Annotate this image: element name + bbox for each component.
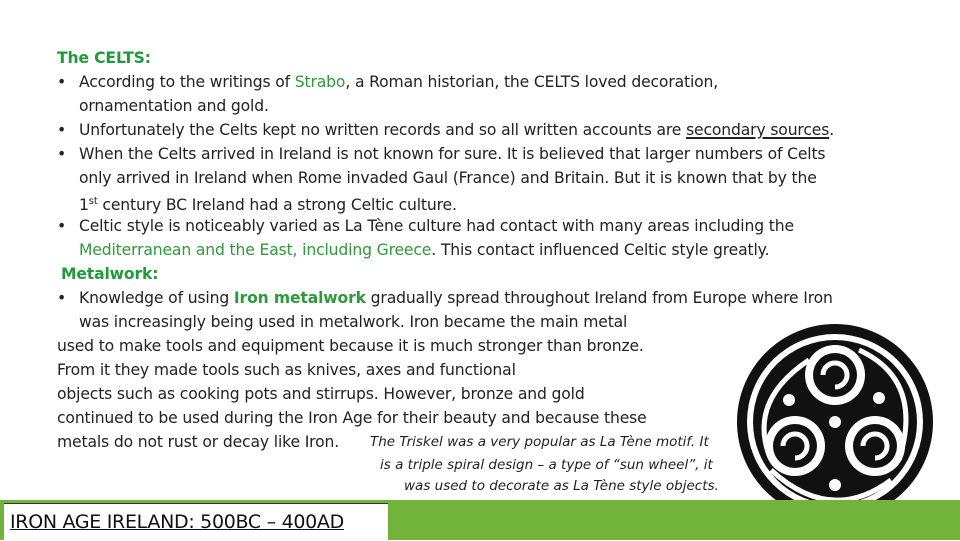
text-segment: gradually spread throughout Ireland from Europe where Iron bbox=[365, 289, 833, 307]
bullet-continuation-line bbox=[57, 166, 927, 190]
text-segment: , a Roman historian, the CELTS loved decoration, bbox=[345, 73, 719, 91]
footer-label bbox=[4, 503, 388, 541]
bullet-marker: • bbox=[57, 121, 67, 139]
triskel-caption-line-3: was used to decorate as La Tène style objects. bbox=[404, 478, 719, 494]
highlighted-term: Mediterranean and the East, including Greece bbox=[79, 241, 432, 259]
triskel-image bbox=[729, 320, 941, 524]
highlighted-term: Iron metalwork bbox=[233, 289, 366, 307]
metalwork-text-line: used to make tools and equipment because it is much stronger than bronze. bbox=[57, 337, 644, 355]
triskel-caption-line-2: is a triple spiral design – a type of “sun wheel”, it bbox=[380, 457, 713, 473]
underlined-term: secondary sources bbox=[686, 121, 830, 139]
triskel-caption-line-1: The Triskel was a very popular as La Tène motif. It bbox=[370, 434, 709, 450]
bullet-marker: • bbox=[57, 217, 67, 235]
metalwork-text-line: continued to be used during the Iron Age for their beauty and because these bbox=[57, 409, 647, 427]
bullet-line bbox=[57, 118, 927, 142]
bullet-continuation-line bbox=[57, 190, 927, 214]
text-segment: . bbox=[829, 121, 834, 139]
bullet-continuation-line bbox=[57, 238, 927, 262]
bullet-marker: • bbox=[57, 289, 67, 307]
highlighted-term: Strabo bbox=[294, 73, 346, 91]
bullet-line bbox=[57, 286, 927, 310]
text-segment: century BC Ireland had a strong Celtic culture. bbox=[97, 196, 457, 215]
text-segment: . This contact influenced Celtic style greatly. bbox=[431, 241, 770, 259]
footer-title: IRON AGE IRELAND: 500BC – 400AD bbox=[10, 511, 344, 533]
text-segment: ornamentation and gold. bbox=[79, 97, 269, 115]
bullet-continuation-line bbox=[57, 94, 927, 118]
heading-metalwork: Metalwork: bbox=[61, 265, 159, 283]
text-segment: According to the writings of bbox=[79, 73, 295, 91]
text-segment: only arrived in Ireland when Rome invaded Gaul (France) and Britain. But it is known that by the bbox=[79, 169, 817, 187]
bullet-line bbox=[57, 70, 927, 94]
bullet-line bbox=[57, 214, 927, 238]
text-segment: When the Celts arrived in Ireland is not known for sure. It is believed that larger numbers of Celts bbox=[79, 145, 826, 163]
metalwork-text-line: metals do not rust or decay like Iron. bbox=[57, 433, 339, 451]
bullet-line bbox=[57, 142, 927, 166]
text-segment: Knowledge of using bbox=[79, 289, 234, 307]
text-segment: was increasingly being used in metalwork. Iron became the main metal bbox=[79, 313, 628, 331]
metalwork-text-line: objects such as cooking pots and stirrups. However, bronze and gold bbox=[57, 385, 585, 403]
ordinal-suffix: st bbox=[88, 196, 98, 207]
celts-bullets bbox=[57, 70, 927, 262]
heading-celts: The CELTS: bbox=[57, 49, 151, 67]
metalwork-text-line: From it they made tools such as knives, axes and functional bbox=[57, 361, 516, 379]
text-segment: 1 bbox=[79, 196, 89, 215]
text-segment: Celtic style is noticeably varied as La Tène culture had contact with many areas including the bbox=[79, 217, 794, 235]
bullet-marker: • bbox=[57, 145, 67, 163]
triskel-spiral-icon bbox=[729, 320, 941, 524]
bullet-marker: • bbox=[57, 73, 67, 91]
text-segment: Unfortunately the Celts kept no written records and so all written accounts are bbox=[79, 121, 687, 139]
